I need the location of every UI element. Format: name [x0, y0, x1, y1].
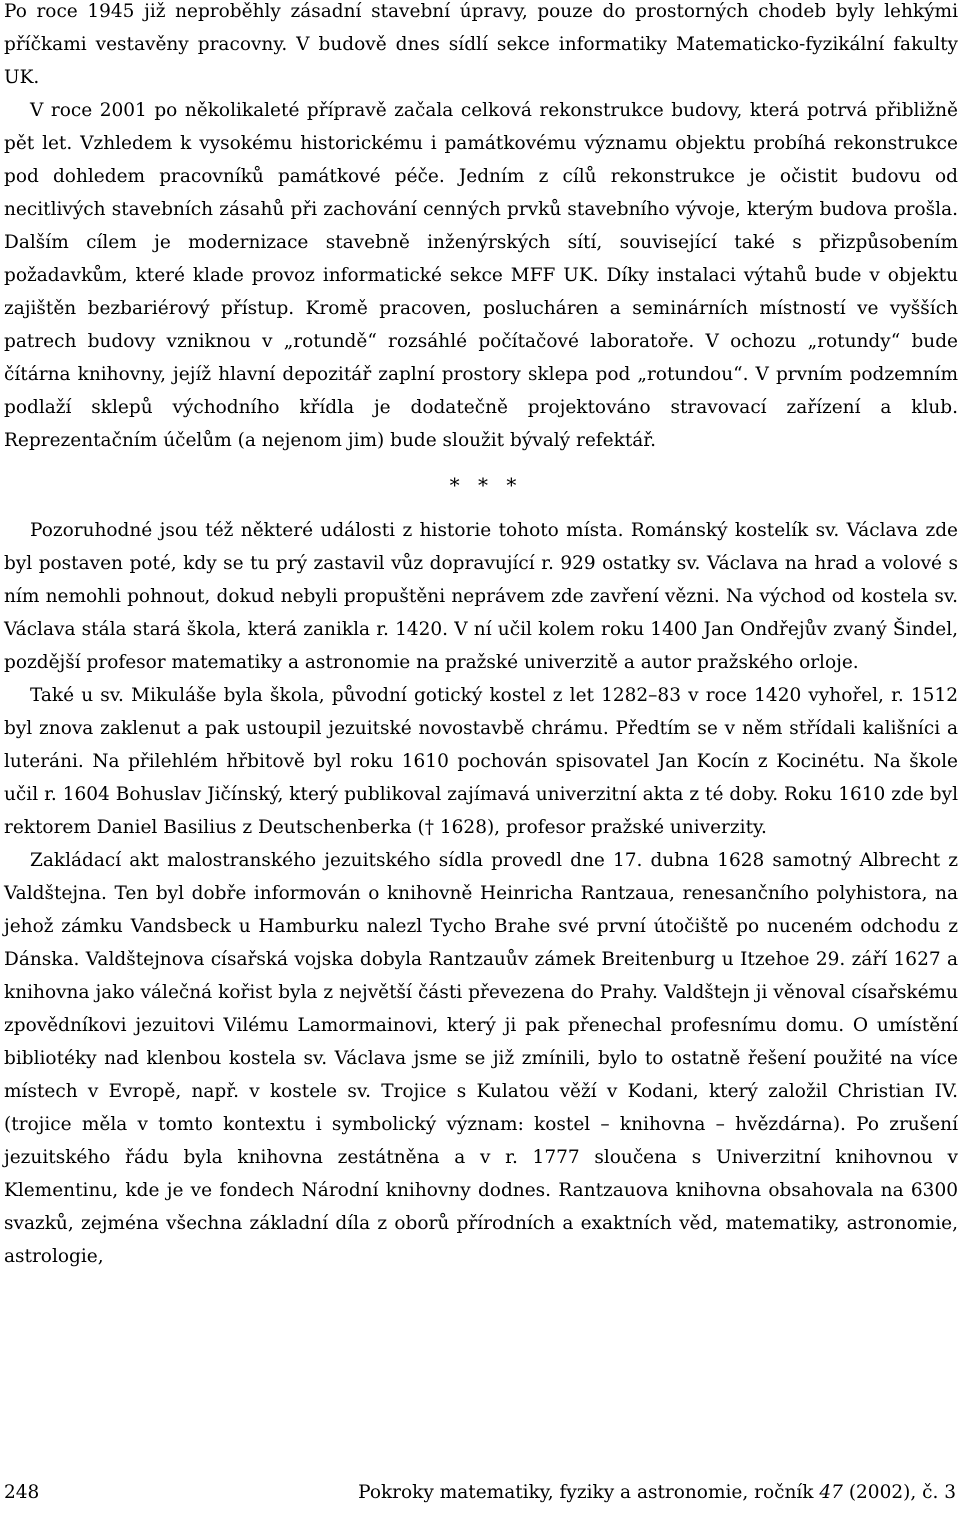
page-footer	[4, 1480, 956, 1506]
paragraph-4: Také u sv. Mikuláše byla škola, původní gotický kostel z let 1282–83 v roce 1420 vyhořel, r. 1512 byl znova zaklenut a pak ustoupil jezuitské novostavbě chrámu. Předtím se v něm střídali kališníci a luteráni. Na přilehlém hřbitově byl roku 1610 pochován spisovatel Jan Kocín z Kocinétu. Na škole učil r. 1604 Bohuslav Jičínský, který publikoval zajímavá univerzitní akta z té doby. Roku 1610 zde byl rektorem Daniel Basilius z Deutschenberka († 1628), profesor pražské univerzity.	[4, 685, 958, 838]
section-separator: * * *	[449, 473, 523, 497]
paragraph-1: Po roce 1945 již neproběhly zásadní stavební úpravy, pouze do prostorných chodeb byly lehkými příčkami vestavěny pracovny. V budově dnes sídlí sekce informatiky Matematicko-fyzikální fakulty UK.	[4, 1, 958, 88]
journal-name: Pokroky matematiky, fyziky a astronomie, ročník	[358, 1482, 820, 1503]
paragraph-2: V roce 2001 po několikaleté přípravě začala celková rekonstrukce budovy, která potrvá přibližně pět let. Vzhledem k vysokému historickému i památkovému významu objektu probíhá rekonstrukce pod dohledem pracovníků památkové péče. Jedním z cílů rekonstrukce je očistit budovu od necitlivých stavebních zásahů při zachování cenných prvků stavebního vývoje, kterým budova prošla. Dalším cílem je modernizace stavebně inženýrských sítí, související také s přizpůsobením požadavkům, které klade provoz informatické sekce MFF UK. Díky instalaci výtahů bude v objektu zajištěn bezbariérový přístup. Kromě pracoven, poslucháren a seminárních místností ve vyšších patrech budovy vzniknou v „rotundě“ rozsáhlé počítačové laboratoře. V ochozu „rotundy“ bude čítárna knihovny, jejíž hlavní depozitář zaplní prostory sklepa pod „rotundou“. V prvním podzemním podlaží sklepů východního křídla je dodatečně projektováno stravovací zařízení a klub. Reprezentačním účelům (a nejenom jim) bude sloužit bývalý refektář.	[4, 100, 958, 451]
paragraph-3: Pozoruhodné jsou též některé události z historie tohoto místa. Románský kostelík sv. Václava zde byl postaven poté, kdy se tu prý zastavil vůz dopravující r. 929 ostatky sv. Václava na hrad a volové s ním nemohli pohnout, dokud nebyli propuštěni neprávem zde zavření vězni. Na východ od kostela sv. Václava stála stará škola, která zanikla r. 1420. V ní učil kolem roku 1400 Jan Ondřejův zvaný Šindel, pozdější profesor matematiky a astronomie na pražské univerzitě a autor pražského orloje.	[4, 520, 958, 673]
paragraph-5: Zakládací akt malostranského jezuitského sídla provedl dne 17. dubna 1628 samotný Albrecht z Valdštejna. Ten byl dobře informován o knihovně Heinricha Rantzaua, renesančního polyhistora, na jehož zámku Vandsbeck u Hamburku nalezl Tycho Brahe své první útočiště po nuceném odchodu z Dánska. Valdštejnova císařská vojska dobyla Rantzauův zámek Breitenburg u Itzehoe 29. září 1627 a knihovna jako válečná kořist byla z největší části převezena do Prahy. Valdštejn ji věnoval císařskému zpovědníkovi jezuitovi Vilému Lamormainovi, který ji pak přenechal profesnímu domu. O umístění bibliotéky nad klenbou kostela sv. Václava jsme se již zmínili, bylo to ostatně řešení použité na více místech v Evropě, např. v kostele sv. Trojice s Kulatou věží v Kodani, který založil Christian IV. (trojice měla v tomto kontextu i symbolický význam: kostel – knihovna – hvězdárna). Po zrušení jezuitského řádu byla knihovna zestátněna a v r. 1777 sloučena s Univerzitní knihovnou v Klementinu, kde je ve fondech Národní knihovny dodnes. Rantzauova knihovna obsahovala na 6300 svazků, zejména všechna základní díla z oborů přírodních a exaktních věd, matematiky, astronomie, astrologie,	[4, 850, 958, 1267]
journal-issue: (2002), č. 3	[842, 1482, 956, 1503]
page-body	[4, 0, 958, 1273]
page-number: 248	[4, 1482, 40, 1503]
journal-volume: 47	[819, 1482, 843, 1503]
journal-citation	[358, 1480, 956, 1506]
